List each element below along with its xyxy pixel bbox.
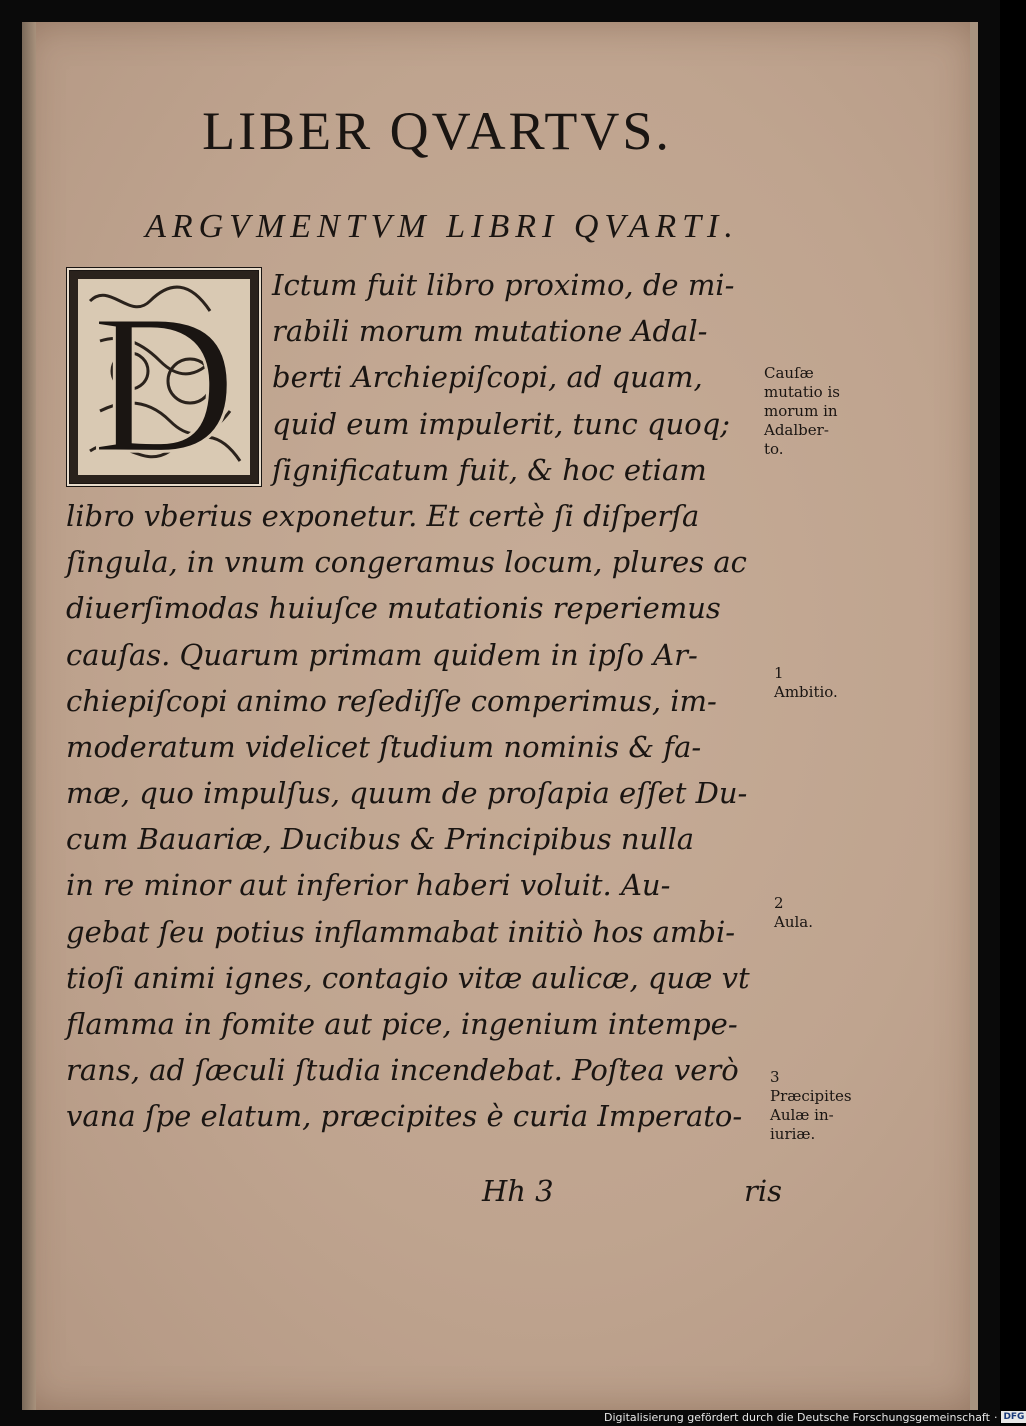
text-line: in re minor aut inferior haberi voluit. Au- (66, 868, 671, 903)
margin-note-line: iuriæ. (770, 1125, 816, 1143)
margin-note-line: to. (764, 440, 784, 458)
text-line: cum Bauariæ, Ducibus & Principibus nulla (66, 822, 695, 857)
page-gutter (22, 22, 36, 1410)
text-line: mæ, quo impulſus, quum de proſapia eſſet Du- (66, 776, 748, 811)
text-line: Ictum fuit libro proximo, de mi- (272, 268, 735, 302)
margin-note-line: Præcipites (770, 1087, 852, 1105)
text-line: tioſi animi ignes, contagio vitæ aulicæ, quæ vt (66, 960, 750, 995)
margin-note-praecipites (770, 1068, 852, 1144)
page-footer-line (66, 1174, 782, 1220)
dfg-logo-icon: DFG (1003, 1412, 1025, 1422)
body-text (66, 262, 776, 1140)
margin-note-line: Aulæ in- (770, 1106, 834, 1124)
text-line: flamma in fomite aut pice, ingenium intempe- (66, 1007, 738, 1041)
text-line: diuerſimodas huiuſce mutationis reperiemus (66, 591, 721, 626)
book-page (22, 22, 978, 1410)
initial-letter: D (91, 274, 237, 495)
signature-mark: Hh 3 (482, 1174, 554, 1208)
margin-note-number: 3 (770, 1068, 780, 1086)
margin-note-number: 2 (774, 894, 784, 912)
catchword: ris (743, 1174, 782, 1208)
margin-note-causae (764, 364, 840, 459)
text-line: berti Archiepiſcopi, ad quam, (272, 360, 703, 395)
margin-note-ambitio (774, 664, 838, 702)
page-title: LIBER QVARTVS. (202, 101, 672, 161)
margin-note-line: Adalber- (764, 421, 829, 439)
text-line: ſignificatum fuit, & hoc etiam (272, 452, 707, 487)
page-subtitle: ARGVMENTVM LIBRI QVARTI. (145, 208, 739, 245)
text-line: rabili morum mutatione Adal- (272, 314, 708, 349)
text-line: libro vberius exponetur. Et certè ſi diſperſa (66, 498, 700, 533)
text-line: chiepiſcopi animo reſediſſe comperimus, im- (66, 683, 717, 718)
margin-note-line: Aula. (774, 913, 814, 931)
digitization-credit: Digitalisierung gefördert durch die Deutsche Forschungsgemeinschaft · DFG (604, 1410, 1025, 1424)
text-line: gebat ſeu potius inflammabat initiò hos ambi- (66, 914, 736, 949)
margin-note-number: 1 (774, 664, 784, 682)
text-line: quid eum impulerit, tunc quoq; (272, 406, 731, 441)
credit-text: Digitalisierung gefördert durch die Deutsche Forschungsgemeinschaft (604, 1410, 990, 1424)
margin-note-line: Cauſæ (764, 364, 814, 382)
text-line: moderatum videlicet ſtudium nominis & fa- (66, 729, 702, 764)
margin-note-line: morum in (764, 402, 838, 420)
text-line: cauſas. Quarum primam quidem in ipſo Ar- (66, 637, 698, 672)
text-line: vana ſpe elatum, præcipites è curia Imperato- (66, 1099, 743, 1134)
margin-note-line: mutatio is (764, 383, 840, 401)
text-line: ſingula, in vnum congeramus locum, plures ac (66, 545, 747, 580)
margin-note-aula (774, 894, 813, 932)
margin-note-line: Ambitio. (774, 683, 838, 701)
page-edge (970, 22, 978, 1410)
text-line: rans, ad ſæculi ſtudia incendebat. Poſtea verò (66, 1053, 739, 1088)
